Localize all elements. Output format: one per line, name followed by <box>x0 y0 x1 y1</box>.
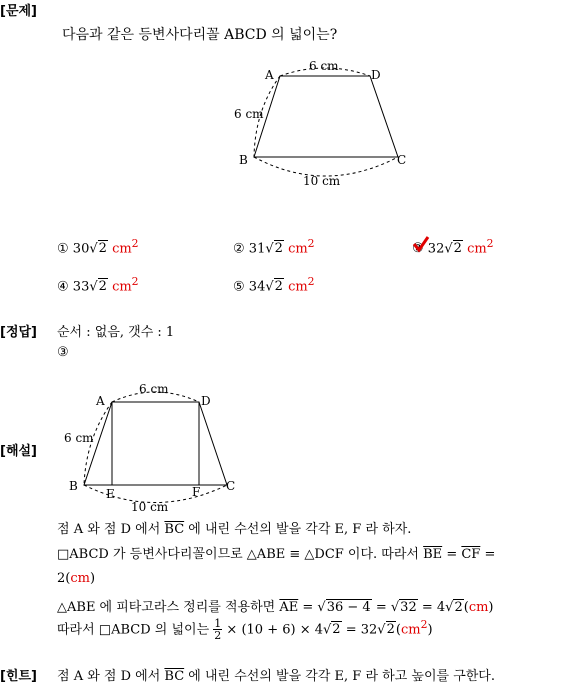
choice-number: ② <box>233 241 245 257</box>
solution-tag: [해설] <box>0 444 37 459</box>
choice-number: ① <box>57 241 69 257</box>
vertex-d: D <box>371 68 381 82</box>
answer-line: 순서 : 없음, 갯수 : 1 <box>57 325 175 340</box>
vertex-c: C <box>226 479 236 493</box>
vertex-b: B <box>239 153 248 167</box>
choice-1[interactable]: ① 30√2 $cm^2$ <box>57 237 139 257</box>
vertex-b: B <box>69 479 78 493</box>
vertex-f: F <box>192 485 201 499</box>
hint-text: 점 A 와 점 D 에서 $\overline{BC}$ 에 내린 수선의 발을 각각 E, F 라 하고 높이를 구한다. <box>57 669 495 684</box>
problem-tag: [문제] <box>0 4 37 19</box>
segment-be: $\overline{BE}$ <box>423 547 443 562</box>
bottom-length: 10 cm <box>303 174 341 188</box>
choice-5[interactable]: ⑤ 34√2 $cm^2$ <box>233 275 315 295</box>
left-length: 6 cm <box>234 107 264 121</box>
vertex-a: A <box>96 394 105 408</box>
vertex-a: A <box>265 68 274 82</box>
solution-line-5: 따라서 □ABCD 의 넓이는 $\frac{1}{2}$ × $(10 + 6) \times 4√2 = 32√2(cm^2)$ <box>57 617 433 643</box>
segment-bc: $\overline{BC}$ <box>164 669 185 684</box>
bottom-length: 10 cm <box>131 500 169 514</box>
vertex-d: D <box>201 394 211 408</box>
vertex-e: E <box>106 487 115 501</box>
solution-line-4: △ABE 에 피타고라스 정리를 적용하면 $\overline{AE} = √36 - 4 = √32 = 4√2(cm)$ <box>57 600 494 615</box>
choice-number: ④ <box>57 279 69 295</box>
top-length: 6 cm <box>309 59 339 73</box>
trapezoid-shape <box>84 402 227 485</box>
solution-trapezoid-figure <box>60 378 250 518</box>
solution-line-3: 2(cm) <box>57 571 96 586</box>
top-length: 6 cm <box>139 382 169 396</box>
fraction-one-half: $\frac{1}{2}$ <box>214 617 222 643</box>
hint-tag: [힌트] <box>0 669 37 684</box>
question-text: 다음과 같은 등변사다리꼴 ABCD 의 넓이는? <box>62 27 338 43</box>
vertex-c: C <box>397 153 407 167</box>
choice-4[interactable]: ④ 33√2 $cm^2$ <box>57 275 139 295</box>
choice-3[interactable]: ③ 32√2 $cm^2$ <box>412 237 494 257</box>
segment-cf: $\overline{CF}$ <box>461 547 481 562</box>
trapezoid-shape <box>254 76 398 157</box>
segment-bc: $\overline{BC}$ <box>164 522 185 537</box>
choice-number: ⑤ <box>233 279 245 295</box>
left-length: 6 cm <box>64 431 94 445</box>
solution-line-2: □ABCD 가 등변사다리꼴이므로 △ABE ≡ △DCF 이다. 따라서 $\overline{BE} = \overline{CF}$ = <box>57 547 496 562</box>
problem-trapezoid-figure <box>225 55 425 195</box>
solution-line-1: 점 A 와 점 D 에서 $\overline{BC}$ 에 내린 수선의 발을 각각 E, F 라 하자. <box>57 522 412 537</box>
segment-ae: $\overline{AE}$ <box>279 600 299 615</box>
answer-mark: ③ <box>57 345 69 360</box>
choice-2[interactable]: ② 31√2 $cm^2$ <box>233 237 315 257</box>
choice-number: ③ <box>412 241 424 257</box>
answer-tag: [정답] <box>0 325 37 340</box>
checkmark-icon <box>412 235 430 253</box>
